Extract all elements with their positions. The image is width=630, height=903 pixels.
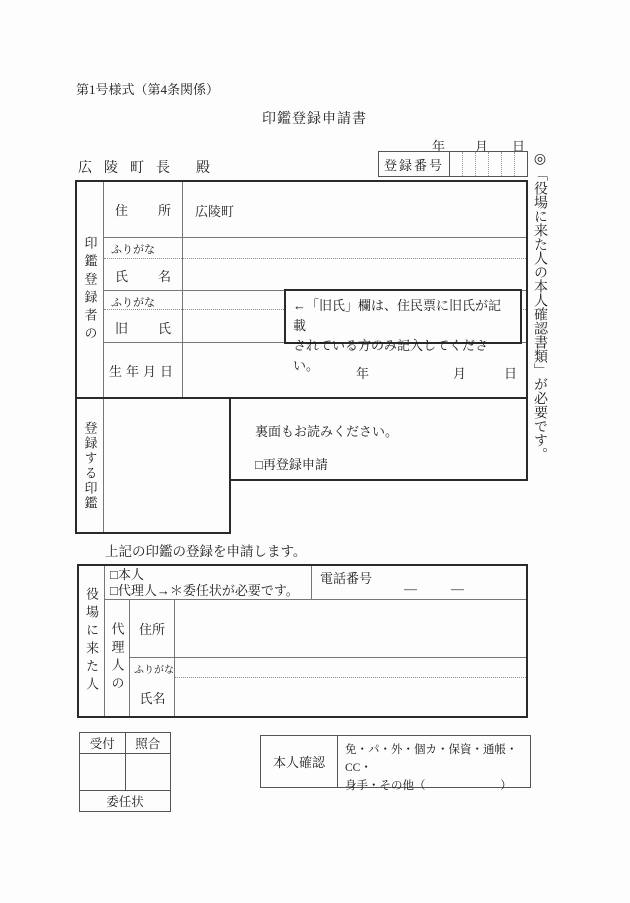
registrant-group-column <box>77 182 104 397</box>
former-name-callout-line2: されている方のみ記入してください。 <box>293 338 489 373</box>
address-label-first: 住 <box>115 203 129 218</box>
page-title: 印鑑登録申請書 <box>262 112 367 127</box>
birthdate-label: 生年月日 <box>108 363 177 379</box>
address-label-cell <box>104 182 183 237</box>
registration-number-cell <box>475 152 488 176</box>
visitor-table <box>77 564 528 718</box>
furigana-divider <box>104 258 526 259</box>
collation-label: 照合 <box>135 737 161 751</box>
visitor-type-row <box>105 566 526 600</box>
birth-day-label: 日 <box>504 366 518 381</box>
name-label-first: 氏 <box>115 269 129 284</box>
registration-number-cell <box>501 152 514 176</box>
former-name-label-cell <box>104 291 183 342</box>
address-label-last: 所 <box>157 203 171 218</box>
phone-dash-2: — <box>451 581 464 596</box>
registration-number-cell <box>462 152 475 176</box>
identity-options <box>338 736 530 792</box>
phone-cell <box>312 566 526 599</box>
honorific: 殿 <box>196 161 210 176</box>
birth-month-label: 月 <box>453 366 467 381</box>
birthdate-label-cell <box>104 343 183 397</box>
date-year-label: 年 <box>432 139 446 154</box>
former-name-label-last: 氏 <box>157 321 171 336</box>
agent-name-row <box>130 658 526 716</box>
reregister-checkbox: □再登録申請 <box>255 457 328 472</box>
visitor-group-column <box>79 566 105 716</box>
seal-note-box <box>229 397 528 481</box>
address-row <box>104 182 526 237</box>
agent-group-column <box>105 600 130 716</box>
registration-number-cell <box>450 152 462 176</box>
reception-label: 受付 <box>80 733 126 753</box>
address-value: 広陵町 <box>195 204 235 219</box>
furigana-label: ふりがな <box>111 244 155 256</box>
seal-group-column <box>77 399 104 532</box>
name-label-cell <box>104 238 183 290</box>
seal-note-text: 裏面もお読みください。 <box>255 424 399 439</box>
office-stamp-table <box>79 732 171 812</box>
date-month-label: 月 <box>475 139 489 154</box>
addressee-name: 広陵町長 <box>78 161 182 176</box>
registration-number-box <box>378 151 528 177</box>
date-day-label: 日 <box>512 139 526 154</box>
agent-address-row <box>130 600 526 658</box>
addressee-line <box>78 157 210 177</box>
agent-address-label: 住所 <box>130 600 175 657</box>
former-name-callout <box>284 289 522 373</box>
former-name-callout-line1: ←「旧氏」欄は、住民票に旧氏が記載 <box>293 298 502 333</box>
stamp-table-divider <box>125 754 126 791</box>
former-name-label-first: 旧 <box>115 321 129 336</box>
identity-options-line1: 免・パ・外・個カ・保資・通帳・CC・ <box>345 744 518 774</box>
phone-dash-1: — <box>404 581 417 596</box>
agent-furigana-label: ふりがな <box>134 665 174 676</box>
application-statement: 上記の印鑑の登録を申請します。 <box>105 544 307 559</box>
self-checkbox: □本人 <box>110 567 144 582</box>
furigana-label-2: ふりがな <box>111 297 155 309</box>
birth-year-label: 年 <box>356 366 370 381</box>
form-number: 第1号様式（第4条関係） <box>76 82 220 97</box>
registration-number-cells <box>450 152 527 176</box>
side-note-vertical: ◎「役場に来た人の本人確認書類」が必要です。 <box>532 151 547 461</box>
agent-name-label: 氏名 <box>139 690 166 706</box>
identity-options-line2: 身手・その他（ ） <box>345 780 512 792</box>
name-label-last: 名 <box>157 269 171 284</box>
agent-furigana-divider <box>175 677 526 678</box>
identity-verification-table <box>260 735 531 792</box>
registration-number-cell <box>488 152 501 176</box>
visitor-group-label: 役場に来た人 <box>84 587 99 695</box>
seal-group-label: 登録する印鑑 <box>82 420 98 511</box>
visitor-type-cell <box>105 566 312 599</box>
agent-checkbox: □代理人→＊委任状が必要です。 <box>110 583 299 598</box>
registrant-group-label: 印鑑登録者の <box>82 235 98 344</box>
agent-group-label: 代理人の <box>109 622 125 694</box>
registration-number-label: 登録番号 <box>379 152 450 176</box>
registration-number-cell <box>514 152 527 176</box>
phone-label: 電話番号 <box>320 571 373 586</box>
poa-label: 委任状 <box>80 790 170 811</box>
identity-label: 本人確認 <box>261 736 338 787</box>
seal-impression-box <box>75 397 231 534</box>
name-row <box>104 237 526 290</box>
